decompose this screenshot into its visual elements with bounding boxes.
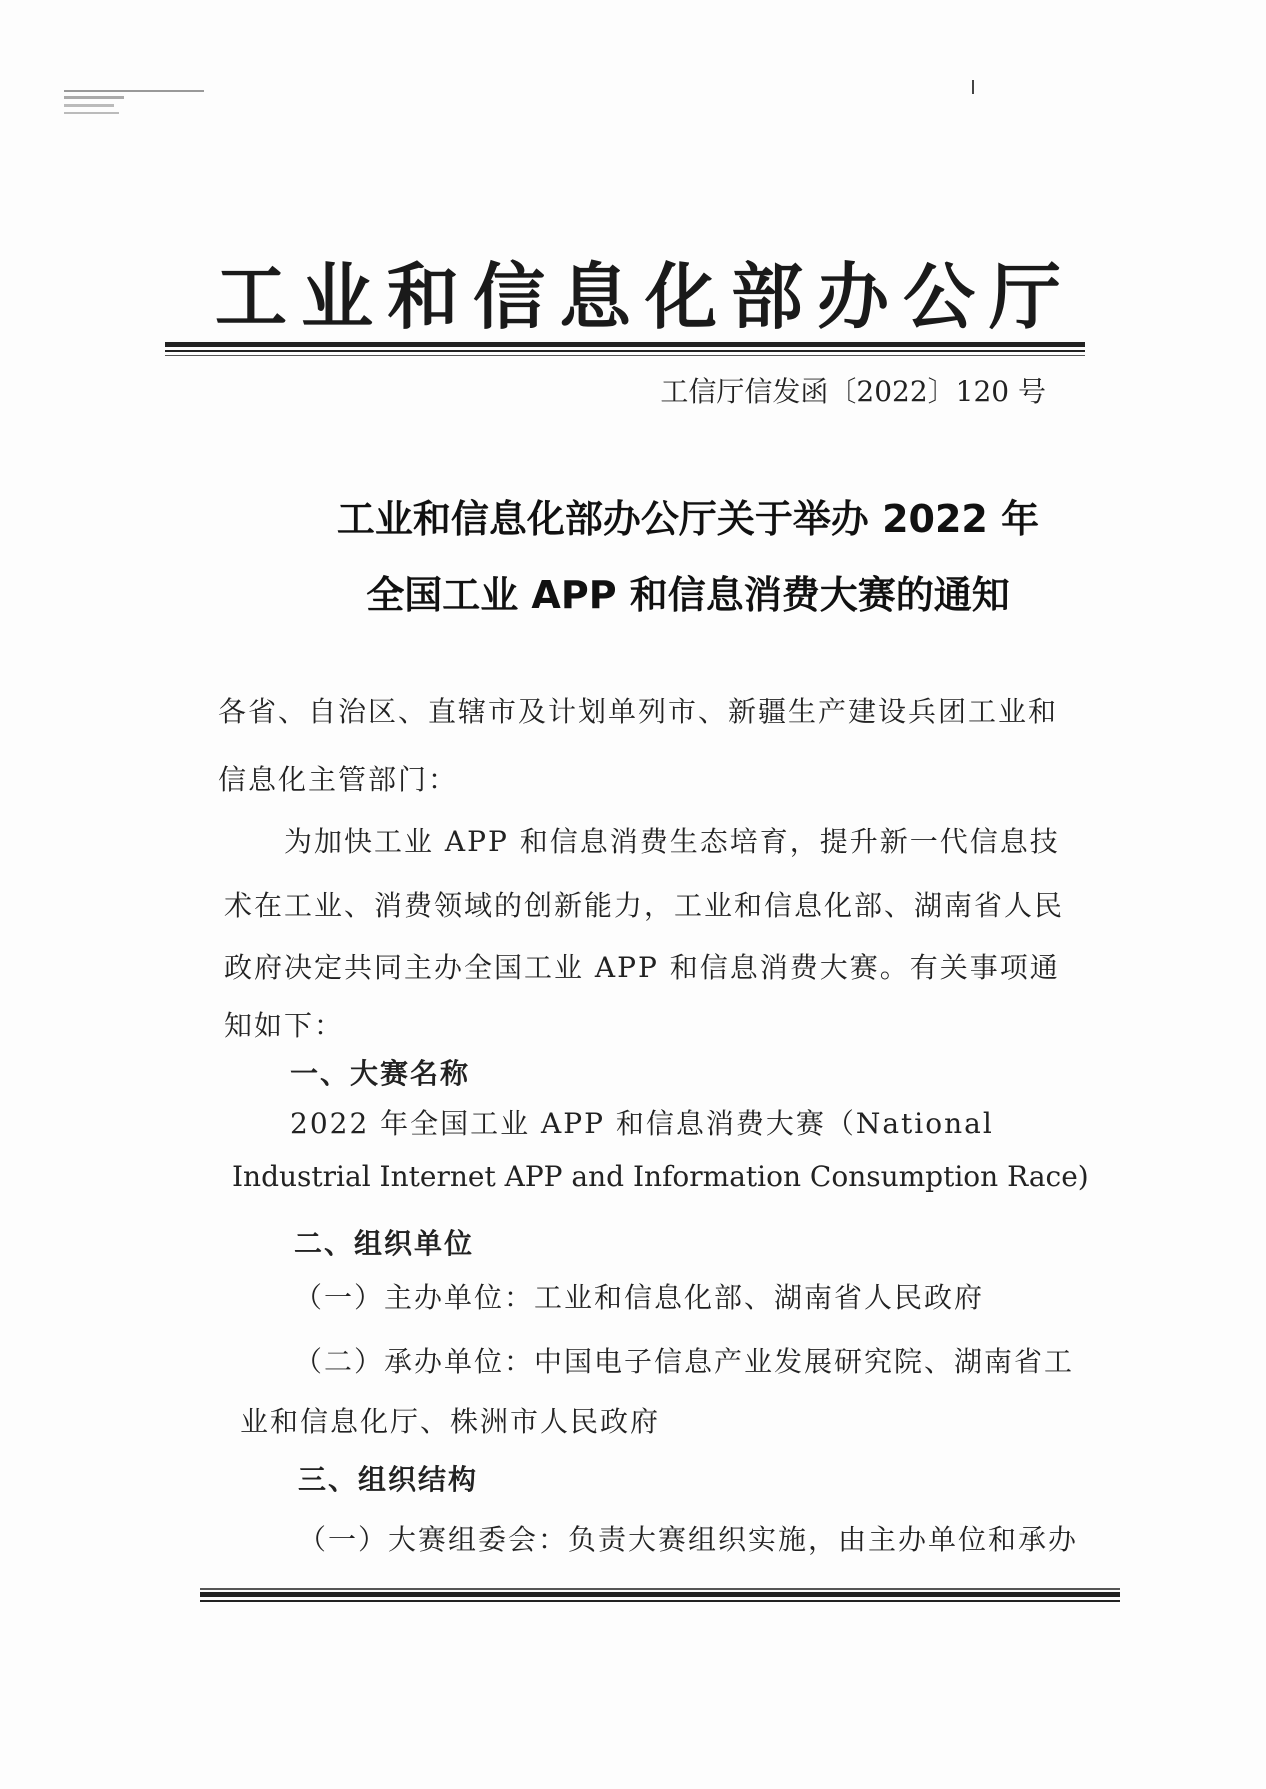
- recipients-line: 信息化主管部门：: [218, 763, 459, 796]
- scan-artifact-tick: [972, 80, 974, 94]
- race-name-line: Industrial Internet APP and Information Consumption Race): [232, 1160, 1089, 1193]
- footer-rule: [200, 1592, 1120, 1597]
- document-title-line: 工业和信息化部办公厅关于举办 2022 年: [336, 497, 1040, 541]
- section-heading: 三、组织结构: [298, 1463, 479, 1496]
- masthead-rule: [165, 350, 1085, 352]
- section-heading: 二、组织单位: [294, 1227, 475, 1260]
- document-number: 工信厅信发函〔2022〕120 号: [660, 375, 1046, 408]
- masthead-rule: [165, 342, 1085, 347]
- document-title-line: 全国工业 APP 和信息消费大赛的通知: [366, 573, 1010, 617]
- scan-artifact-mark: [64, 86, 204, 126]
- masthead-title: 工业和信息化部办公厅: [215, 254, 1076, 339]
- intro-paragraph-line: 政府决定共同主办全国工业 APP 和信息消费大赛。有关事项通: [224, 951, 1060, 984]
- masthead-rule: [165, 355, 1085, 356]
- organizer-line: 业和信息化厅、株洲市人民政府: [240, 1405, 661, 1438]
- structure-line: （一）大赛组委会：负责大赛组织实施，由主办单位和承办: [298, 1523, 1079, 1556]
- intro-paragraph-line: 术在工业、消费领域的创新能力，工业和信息化部、湖南省人民: [224, 889, 1065, 922]
- intro-paragraph-line: 为加快工业 APP 和信息消费生态培育，提升新一代信息技: [284, 825, 1060, 858]
- intro-paragraph-line: 知如下：: [224, 1009, 345, 1042]
- organizer-line: （二）承办单位：中国电子信息产业发展研究院、湖南省工: [294, 1345, 1075, 1378]
- section-heading: 一、大赛名称: [290, 1057, 471, 1090]
- recipients-line: 各省、自治区、直辖市及计划单列市、新疆生产建设兵团工业和: [218, 695, 1059, 728]
- race-name-line: 2022 年全国工业 APP 和信息消费大赛（National: [290, 1107, 994, 1140]
- organizer-line: （一）主办单位：工业和信息化部、湖南省人民政府: [294, 1281, 985, 1314]
- footer-rule: [200, 1600, 1120, 1602]
- footer-rule: [200, 1588, 1120, 1590]
